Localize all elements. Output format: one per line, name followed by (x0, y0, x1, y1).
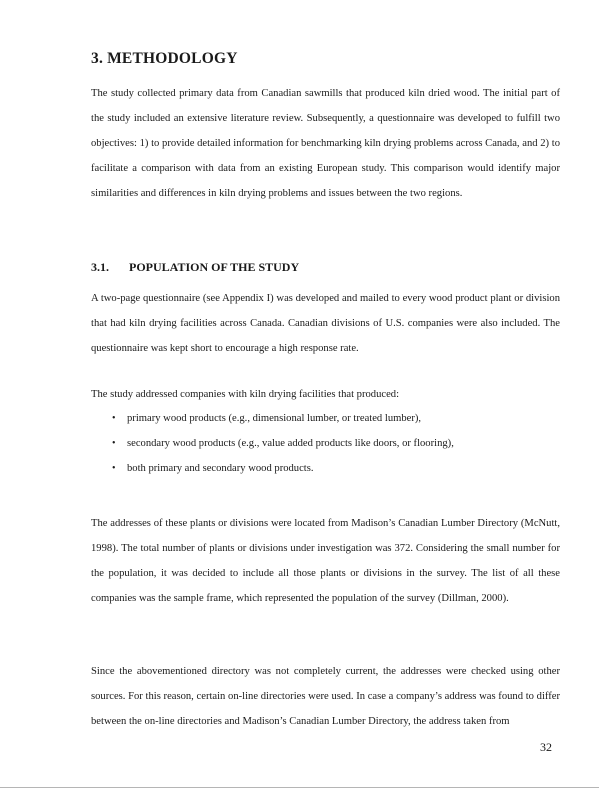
subsection-heading (91, 260, 299, 275)
bullet-item: • primary wood products (e.g., dimensional lumber, or treated lumber), (91, 406, 560, 431)
paragraph-questionnaire: A two-page questionnaire (see Appendix I) was developed and mailed to every wood product plant or division that had kiln drying facilities across Canada. Canadian divisions of U.S. companies were also included. The questionnaire was kept short to encourage a high response rate. (91, 293, 560, 354)
product-bullet-list (91, 406, 560, 481)
subsection-number: 3.1. (91, 260, 109, 274)
page-number: 32 (540, 740, 552, 754)
bullet-item: • both primary and secondary wood products. (91, 456, 560, 481)
paragraph-directory: Since the abovementioned directory was not completely current, the addresses were checked using other sources. For this reason, certain on-line directories were used. In case a company’s address was found to differ between the on-line directories and Madison’s Canadian Lumber Directory, the address taken from (91, 666, 560, 727)
paragraph-addresses: The addresses of these plants or divisions were located from Madison’s Canadian Lumber Directory (McNutt, 1998). The total number of plants or divisions under investigation was 372. Considering the small number for the population, it was decided to include all those plants or divisions in the survey. The list of all these companies was the sample frame, which represented the population of the survey (Dillman, 2000). (91, 518, 560, 604)
subsection-title: POPULATION OF THE STUDY (129, 260, 300, 274)
bullet-dot: • (112, 438, 116, 449)
intro-paragraph: The study collected primary data from Canadian sawmills that produced kiln dried wood. The initial part of the study included an extensive literature review. Subsequently, a questionnaire was developed to fulfill two objectives: 1) to provide detailed information for benchmarking kiln drying problems across Canada, and 2) to facilitate a comparison with data from an existing European study. This comparison would identify major similarities and differences in kiln drying problems and issues between the two regions. (91, 88, 560, 199)
bullet-dot: • (112, 413, 116, 424)
paragraph-addressed: The study addressed companies with kiln drying facilities that produced: (91, 389, 400, 400)
bullet-item: • secondary wood products (e.g., value added products like doors, or flooring), (91, 431, 560, 456)
section-heading: 3. METHODOLOGY (91, 50, 238, 67)
bottom-rule (0, 787, 599, 788)
bullet-dot: • (112, 463, 116, 474)
